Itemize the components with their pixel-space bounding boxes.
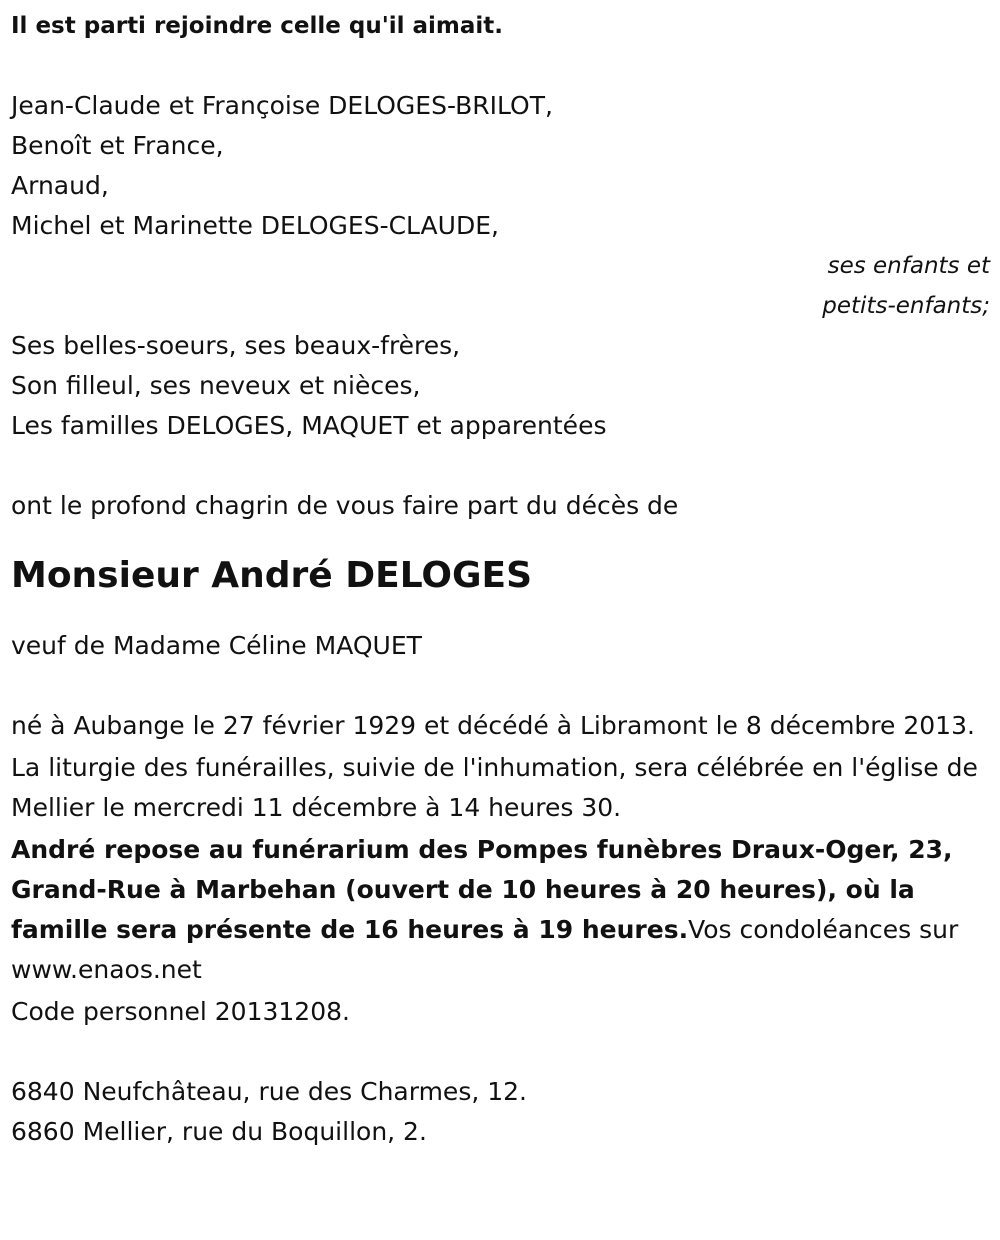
- liturgy-paragraph: La liturgie des funérailles, suivie de l'inhumation, sera célébrée en l'église de Mellier le mercredi 11 décembre à 14 heures 30.: [11, 753, 978, 822]
- relatives-line: Son filleul, ses neveux et nièces,: [11, 371, 421, 400]
- relatives-list: [11, 326, 991, 446]
- children-line: Michel et Marinette DELOGES-CLAUDE,: [11, 211, 499, 240]
- children-role-line1: ses enfants et: [827, 253, 990, 279]
- address-line: 6840 Neufchâteau, rue des Charmes, 12.: [11, 1077, 527, 1106]
- children-role-line2: petits-enfants;: [822, 293, 990, 319]
- relatives-line: Ses belles-soeurs, ses beaux-frères,: [11, 331, 461, 360]
- children-line: Arnaud,: [11, 171, 109, 200]
- children-line: Benoît et France,: [11, 131, 224, 160]
- funerarium-paragraph: [11, 830, 991, 990]
- address-list: [11, 1072, 991, 1152]
- deceased-name: Monsieur André DELOGES: [11, 555, 533, 596]
- condolences-text: Vos condoléances sur www.enaos.net: [11, 915, 959, 984]
- children-list: [11, 86, 991, 246]
- spouse-line: veuf de Madame Céline MAQUET: [11, 631, 422, 660]
- birth-death-paragraph: né à Aubange le 27 février 1929 et décédé à Libramont le 8 décembre 2013.: [11, 711, 975, 740]
- relatives-line: Les familles DELOGES, MAQUET et apparentées: [11, 411, 607, 440]
- intro-line: Il est parti rejoindre celle qu'il aimait.: [11, 13, 504, 39]
- obituary-notice: [11, 0, 991, 1152]
- announcement-line: ont le profond chagrin de vous faire part du décès de: [11, 491, 679, 520]
- address-line: 6860 Mellier, rue du Boquillon, 2.: [11, 1117, 427, 1146]
- funerarium-bold-text: André repose au funérarium des Pompes funèbres Draux-Oger, 23, Grand-Rue à Marbehan (ouvert de 10 heures à 20 heures), où la famille sera présente de 16 heures à 19 heures.: [11, 835, 953, 944]
- children-line: Jean-Claude et Françoise DELOGES-BRILOT,: [11, 91, 553, 120]
- personal-code: Code personnel 20131208.: [11, 997, 350, 1026]
